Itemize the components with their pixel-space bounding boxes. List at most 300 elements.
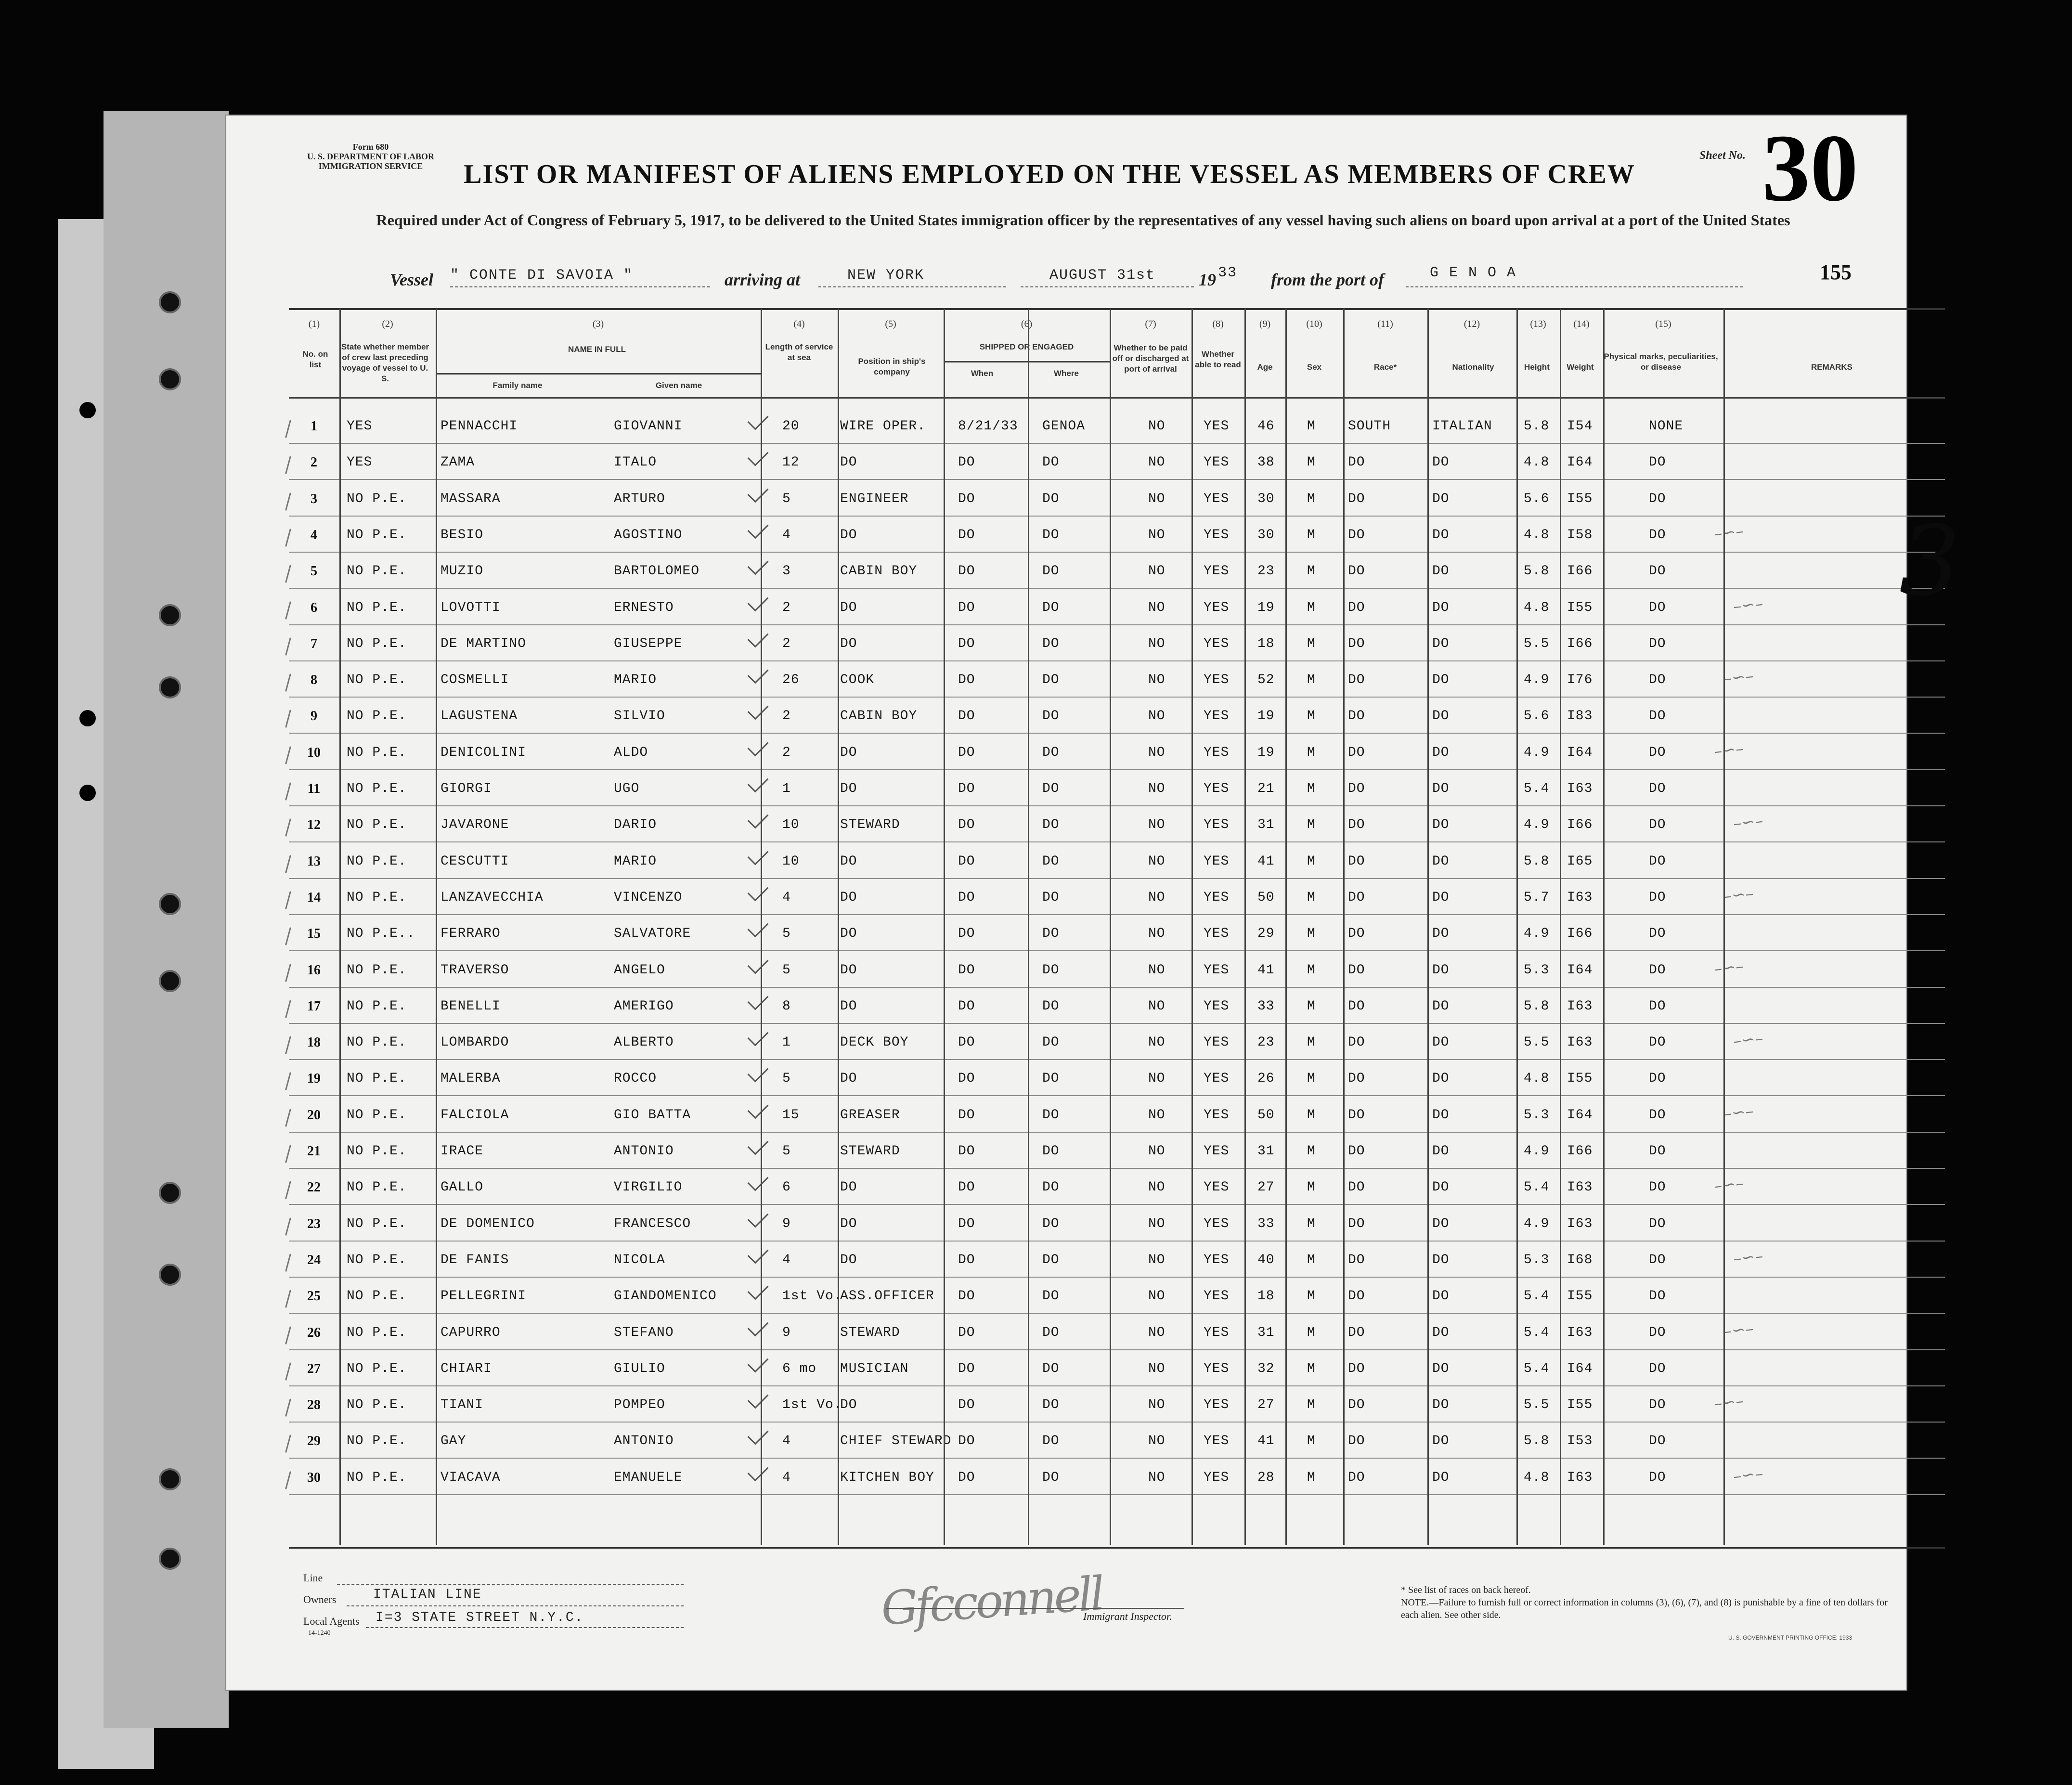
cell-age: 26 (1257, 1071, 1275, 1087)
row-divider (289, 1023, 1945, 1024)
cell-shipped-when: DO (958, 854, 975, 869)
row-divider (289, 1059, 1945, 1060)
cell-member: NO P.E. (347, 1434, 407, 1449)
cell-shipped-when: DO (958, 926, 975, 942)
header-weight: Weight (1567, 362, 1594, 372)
row-divider (289, 1458, 1945, 1459)
cell-weight: I53 (1567, 1434, 1593, 1449)
cell-service: 6 mo (782, 1361, 817, 1376)
cell-sex: M (1307, 926, 1316, 942)
cell-age: 21 (1257, 781, 1275, 796)
cell-age: 50 (1257, 890, 1275, 905)
binder-hole (159, 604, 181, 626)
cell-height: 4.9 (1524, 1144, 1550, 1159)
cell-sex: M (1307, 709, 1316, 724)
cell-able-read: YES (1204, 455, 1230, 470)
cell-family-name: MALERBA (440, 1071, 501, 1087)
cell-paid-off: NO (1148, 419, 1166, 434)
cell-sex: M (1307, 1361, 1316, 1376)
cell-member: NO P.E. (347, 1035, 407, 1050)
cell-given-name: GIO BATTA (614, 1107, 691, 1123)
cell-service: 2 (782, 600, 791, 615)
cell-shipped-when: DO (958, 1289, 975, 1304)
cell-service: 1st Vo. (782, 1397, 842, 1413)
signature-line (886, 1608, 1184, 1609)
cell-weight: I66 (1567, 1144, 1593, 1159)
cell-family-name: FALCIOLA (440, 1107, 509, 1123)
cell-given-name: STEFANO (614, 1325, 674, 1340)
cell-given-name: ROCCO (614, 1071, 657, 1087)
remarks-scrawl: –∽– (1722, 1319, 1755, 1341)
cell-weight: I55 (1567, 1289, 1593, 1304)
cell-sex: M (1307, 1180, 1316, 1195)
cell-service: 6 (782, 1180, 791, 1195)
cell-shipped-where: DO (1042, 564, 1060, 579)
cell-row-number: 27 (307, 1361, 321, 1376)
cell-shipped-when: DO (958, 1216, 975, 1231)
row-divider (289, 914, 1945, 915)
cell-paid-off: NO (1148, 1361, 1166, 1376)
cell-row-number: 15 (307, 926, 321, 942)
cell-able-read: YES (1204, 781, 1230, 796)
cell-member: NO P.E. (347, 1252, 407, 1268)
cell-sex: M (1307, 781, 1316, 796)
cell-position: DO (840, 745, 857, 760)
cell-able-read: YES (1204, 673, 1230, 688)
cell-service: 20 (782, 419, 800, 434)
column-number: (14) (1573, 319, 1590, 329)
cell-row-number: 28 (307, 1397, 321, 1413)
cell-service: 4 (782, 1252, 791, 1268)
agents-underline (366, 1627, 684, 1628)
cell-age: 28 (1257, 1470, 1275, 1485)
cell-given-name: AGOSTINO (614, 527, 683, 543)
cell-able-read: YES (1204, 709, 1230, 724)
cell-physical: DO (1649, 926, 1666, 942)
row-divider (289, 987, 1945, 988)
cell-member: NO P.E. (347, 817, 407, 833)
cell-shipped-where: DO (1042, 1470, 1060, 1485)
cell-physical: DO (1649, 817, 1666, 833)
cell-able-read: YES (1204, 600, 1230, 615)
cell-member: NO P.E. (347, 564, 407, 579)
cell-paid-off: NO (1148, 998, 1166, 1014)
binder-hole (159, 1264, 181, 1286)
cell-height: 5.3 (1524, 962, 1550, 978)
cell-sex: M (1307, 854, 1316, 869)
cell-age: 23 (1257, 1035, 1275, 1050)
cell-given-name: ARTURO (614, 491, 665, 506)
vessel-label: Vessel (390, 270, 433, 289)
cell-able-read: YES (1204, 1434, 1230, 1449)
cell-family-name: TRAVERSO (440, 962, 509, 978)
cell-paid-off: NO (1148, 1252, 1166, 1268)
column-divider (1110, 308, 1111, 1545)
cell-shipped-when: DO (958, 962, 975, 978)
remarks-scrawl: –∽– (1722, 883, 1755, 906)
cell-able-read: YES (1204, 926, 1230, 942)
cell-position: DO (840, 926, 857, 942)
cell-given-name: ANGELO (614, 962, 665, 978)
cell-nationality: DO (1432, 1397, 1450, 1413)
cell-nationality: DO (1432, 1325, 1450, 1340)
cell-race: DO (1348, 1434, 1365, 1449)
cell-family-name: LANZAVECCHIA (440, 890, 544, 905)
arriving-underline (818, 286, 1006, 287)
cell-service: 5 (782, 491, 791, 506)
cell-physical: DO (1649, 673, 1666, 688)
cell-race: DO (1348, 1470, 1365, 1485)
cell-shipped-when: DO (958, 600, 975, 615)
cell-weight: I64 (1567, 745, 1593, 760)
cell-race: DO (1348, 1107, 1365, 1123)
cell-shipped-where: DO (1042, 817, 1060, 833)
cell-able-read: YES (1204, 1216, 1230, 1231)
column-number: (13) (1530, 319, 1546, 329)
cell-race: DO (1348, 491, 1365, 506)
cell-row-number: 8 (311, 673, 317, 688)
cell-height: 4.8 (1524, 527, 1550, 543)
cell-nationality: DO (1432, 1434, 1450, 1449)
cell-weight: I63 (1567, 890, 1593, 905)
remarks-scrawl: –∽– (1713, 1391, 1745, 1414)
cell-nationality: DO (1432, 817, 1450, 833)
cell-paid-off: NO (1148, 1107, 1166, 1123)
row-divider (289, 1313, 1945, 1314)
row-divider (289, 660, 1945, 661)
cell-age: 52 (1257, 673, 1275, 688)
cell-physical: DO (1649, 962, 1666, 978)
cell-service: 2 (782, 745, 791, 760)
footnote: * See list of races on back hereof. NOTE.—Failure to furnish full or correct information in columns (3), (6), (7), and (8) is punishable by a fine of ten dollars for each alien. See other side. (1401, 1585, 1888, 1620)
cell-paid-off: NO (1148, 600, 1166, 615)
cell-paid-off: NO (1148, 455, 1166, 470)
cell-able-read: YES (1204, 817, 1230, 833)
cell-given-name: GIANDOMENICO (614, 1289, 717, 1304)
cell-row-number: 11 (307, 781, 321, 796)
cell-row-number: 29 (307, 1434, 321, 1449)
cell-shipped-when: DO (958, 817, 975, 833)
remarks-scrawl: –∽– (1722, 666, 1755, 689)
column-divider (1516, 308, 1518, 1545)
cell-height: 4.9 (1524, 673, 1550, 688)
cell-race: DO (1348, 1180, 1365, 1195)
cell-shipped-where: DO (1042, 854, 1060, 869)
cell-family-name: LOVOTTI (440, 600, 501, 615)
cell-weight: I54 (1567, 419, 1593, 434)
cell-race: DO (1348, 962, 1365, 978)
cell-shipped-when: DO (958, 673, 975, 688)
column-divider (1244, 308, 1246, 1545)
cell-able-read: YES (1204, 1071, 1230, 1087)
cell-physical: DO (1649, 564, 1666, 579)
cell-given-name: ANTONIO (614, 1144, 674, 1159)
vessel-underline (450, 286, 710, 287)
binder-bolt (79, 710, 96, 726)
cell-physical: DO (1649, 1144, 1666, 1159)
cell-height: 5.6 (1524, 709, 1550, 724)
cell-able-read: YES (1204, 1470, 1230, 1485)
cell-nationality: DO (1432, 998, 1450, 1014)
header-shipped: SHIPPED OR ENGAGED (979, 342, 1074, 351)
binder-hole (159, 1548, 181, 1570)
cell-paid-off: NO (1148, 1470, 1166, 1485)
binder-hole (159, 893, 181, 915)
cell-shipped-where: DO (1042, 962, 1060, 978)
cell-position: GREASER (840, 1107, 900, 1123)
owners-value: ITALIAN LINE (373, 1587, 482, 1602)
cell-height: 4.8 (1524, 455, 1550, 470)
cell-nationality: DO (1432, 1107, 1450, 1123)
cell-family-name: CHIARI (440, 1361, 492, 1376)
cell-physical: DO (1649, 1470, 1666, 1485)
cell-row-number: 12 (307, 817, 321, 833)
cell-shipped-when: DO (958, 1107, 975, 1123)
cell-member: NO P.E. (347, 745, 407, 760)
cell-given-name: EMANUELE (614, 1470, 683, 1485)
cell-member: NO P.E. (347, 709, 407, 724)
cell-nationality: DO (1432, 491, 1450, 506)
cell-age: 30 (1257, 491, 1275, 506)
cell-sex: M (1307, 491, 1316, 506)
cell-shipped-when: DO (958, 890, 975, 905)
cell-shipped-when: DO (958, 527, 975, 543)
column-divider (838, 308, 839, 1545)
cell-member: NO P.E. (347, 1216, 407, 1231)
cell-shipped-where: DO (1042, 600, 1060, 615)
column-number: (7) (1145, 319, 1156, 329)
cell-shipped-when: DO (958, 491, 975, 506)
cell-row-number: 18 (307, 1035, 321, 1050)
cell-given-name: ANTONIO (614, 1434, 674, 1449)
cell-service: 5 (782, 962, 791, 978)
cell-shipped-when: DO (958, 709, 975, 724)
cell-family-name: COSMELLI (440, 673, 509, 688)
cell-physical: DO (1649, 1107, 1666, 1123)
cell-service: 5 (782, 1071, 791, 1087)
cell-race: DO (1348, 564, 1365, 579)
cell-service: 10 (782, 854, 800, 869)
cell-able-read: YES (1204, 854, 1230, 869)
row-divider (289, 950, 1945, 951)
owners-underline (347, 1605, 684, 1606)
cell-height: 5.4 (1524, 1289, 1550, 1304)
row-divider (289, 1422, 1945, 1423)
cell-race: DO (1348, 709, 1365, 724)
binder-bolt (79, 785, 96, 801)
header-bottom-line (289, 397, 1945, 399)
cell-race: DO (1348, 998, 1365, 1014)
cell-position: DO (840, 854, 857, 869)
cell-weight: I64 (1567, 1361, 1593, 1376)
cell-family-name: IRACE (440, 1144, 484, 1159)
row-divider (289, 697, 1945, 698)
cell-service: 9 (782, 1325, 791, 1340)
cell-shipped-when: DO (958, 1434, 975, 1449)
column-divider (944, 308, 945, 1545)
cell-weight: I64 (1567, 1107, 1593, 1123)
cell-member: NO P.E. (347, 527, 407, 543)
cell-weight: I63 (1567, 1035, 1593, 1050)
cell-race: DO (1348, 600, 1365, 615)
cell-height: 5.4 (1524, 1361, 1550, 1376)
header-read: Whether able to read (1195, 349, 1241, 369)
cell-given-name: ALDO (614, 745, 648, 760)
cell-able-read: YES (1204, 1289, 1230, 1304)
cell-position: DO (840, 998, 857, 1014)
cell-member: NO P.E. (347, 962, 407, 978)
cell-row-number: 6 (311, 600, 317, 615)
cell-age: 32 (1257, 1361, 1275, 1376)
binder-hole (159, 1182, 181, 1204)
header-no: No. on list (302, 349, 328, 369)
cell-given-name: GIOVANNI (614, 419, 683, 434)
cell-sex: M (1307, 890, 1316, 905)
cell-physical: DO (1649, 1035, 1666, 1050)
cell-nationality: DO (1432, 781, 1450, 796)
cell-age: 29 (1257, 926, 1275, 942)
cell-family-name: LAGUSTENA (440, 709, 518, 724)
cell-shipped-where: DO (1042, 745, 1060, 760)
cell-physical: DO (1649, 1325, 1666, 1340)
cell-shipped-when: DO (958, 998, 975, 1014)
row-divider (289, 1349, 1945, 1350)
cell-paid-off: NO (1148, 564, 1166, 579)
remarks-scrawl: –∽– (1722, 1101, 1755, 1124)
cell-nationality: DO (1432, 1289, 1450, 1304)
column-number: (11) (1377, 319, 1393, 329)
cell-shipped-when: DO (958, 1144, 975, 1159)
cell-shipped-when: DO (958, 1325, 975, 1340)
cell-weight: I83 (1567, 709, 1593, 724)
cell-sex: M (1307, 998, 1316, 1014)
cell-service: 1 (782, 1035, 791, 1050)
cell-physical: DO (1649, 745, 1666, 760)
cell-paid-off: NO (1148, 1216, 1166, 1231)
cell-position: DO (840, 890, 857, 905)
cell-physical: DO (1649, 1180, 1666, 1195)
cell-sex: M (1307, 419, 1316, 434)
cell-nationality: DO (1432, 709, 1450, 724)
column-divider (1723, 308, 1725, 1545)
cell-height: 4.8 (1524, 1470, 1550, 1485)
cell-paid-off: NO (1148, 1325, 1166, 1340)
cell-physical: NONE (1649, 419, 1684, 434)
cell-race: DO (1348, 854, 1365, 869)
row-divider (289, 1095, 1945, 1096)
remarks-scrawl: –∽– (1732, 1246, 1764, 1269)
remarks-scrawl: –∽– (1713, 738, 1745, 761)
cell-paid-off: NO (1148, 1144, 1166, 1159)
cell-height: 5.4 (1524, 1325, 1550, 1340)
cell-weight: I66 (1567, 564, 1593, 579)
margin-number: 3 (1899, 505, 1961, 618)
cell-height: 4.8 (1524, 1071, 1550, 1087)
owners-label: Owners (303, 1593, 337, 1605)
column-number: (3) (592, 319, 604, 329)
cell-position: DO (840, 527, 857, 543)
row-divider (289, 1277, 1945, 1278)
cell-shipped-when: DO (958, 1397, 975, 1413)
cell-shipped-where: DO (1042, 1397, 1060, 1413)
cell-given-name: ITALO (614, 455, 657, 470)
cell-physical: DO (1649, 491, 1666, 506)
cell-paid-off: NO (1148, 1434, 1166, 1449)
cell-shipped-where: DO (1042, 1035, 1060, 1050)
cell-shipped-when: DO (958, 1252, 975, 1268)
cell-able-read: YES (1204, 491, 1230, 506)
cell-sex: M (1307, 1035, 1316, 1050)
cell-nationality: DO (1432, 455, 1450, 470)
cell-position: ASS.OFFICER (840, 1289, 934, 1304)
cell-race: DO (1348, 1144, 1365, 1159)
cell-row-number: 19 (307, 1071, 321, 1087)
cell-member: NO P.E. (347, 1289, 407, 1304)
cell-service: 4 (782, 890, 791, 905)
cell-able-read: YES (1204, 636, 1230, 651)
inspector-label: Immigrant Inspector. (1083, 1610, 1172, 1622)
cell-paid-off: NO (1148, 709, 1166, 724)
cell-row-number: 17 (307, 998, 321, 1014)
cell-position: DO (840, 1071, 857, 1087)
row-divider (289, 805, 1945, 806)
cell-weight: I66 (1567, 926, 1593, 942)
cell-height: 5.5 (1524, 636, 1550, 651)
column-number: (5) (885, 319, 896, 329)
page-title: LIST OR MANIFEST OF ALIENS EMPLOYED ON THE VESSEL AS MEMBERS OF CREW (464, 159, 1635, 189)
cell-service: 1st Vo. (782, 1289, 842, 1304)
header-age: Age (1257, 362, 1273, 372)
cell-race: DO (1348, 1325, 1365, 1340)
row-divider (289, 1204, 1945, 1205)
row-divider (289, 841, 1945, 842)
page-number: 155 (1820, 260, 1852, 284)
column-divider (1560, 308, 1561, 1545)
cell-service: 4 (782, 1470, 791, 1485)
row-divider (289, 588, 1945, 589)
form-code: 14-1240 (308, 1630, 331, 1637)
column-number: (1) (308, 319, 320, 329)
row-divider (289, 624, 1945, 625)
year-prefix: 19 (1199, 270, 1216, 289)
cell-able-read: YES (1204, 1252, 1230, 1268)
cell-given-name: SILVIO (614, 709, 665, 724)
cell-height: 5.8 (1524, 564, 1550, 579)
cell-physical: DO (1649, 1289, 1666, 1304)
binder-bolt (79, 402, 96, 418)
header-member: State whether member of crew last preceding voyage of vessel to U. S. (341, 342, 429, 383)
cell-nationality: DO (1432, 1361, 1450, 1376)
cell-weight: I64 (1567, 455, 1593, 470)
cell-race: DO (1348, 636, 1365, 651)
cell-physical: DO (1649, 781, 1666, 796)
cell-paid-off: NO (1148, 1397, 1166, 1413)
cell-age: 41 (1257, 1434, 1275, 1449)
cell-given-name: ERNESTO (614, 600, 674, 615)
cell-member: NO P.E. (347, 1325, 407, 1340)
cell-height: 5.6 (1524, 491, 1550, 506)
cell-member: NO P.E. (347, 1071, 407, 1087)
cell-sex: M (1307, 673, 1316, 688)
row-divider (289, 878, 1945, 879)
cell-race: DO (1348, 455, 1365, 470)
cell-age: 18 (1257, 636, 1275, 651)
cell-position: CABIN BOY (840, 709, 918, 724)
cell-physical: DO (1649, 1361, 1666, 1376)
column-number: (9) (1259, 319, 1271, 329)
cell-shipped-when: DO (958, 1180, 975, 1195)
cell-able-read: YES (1204, 1035, 1230, 1050)
